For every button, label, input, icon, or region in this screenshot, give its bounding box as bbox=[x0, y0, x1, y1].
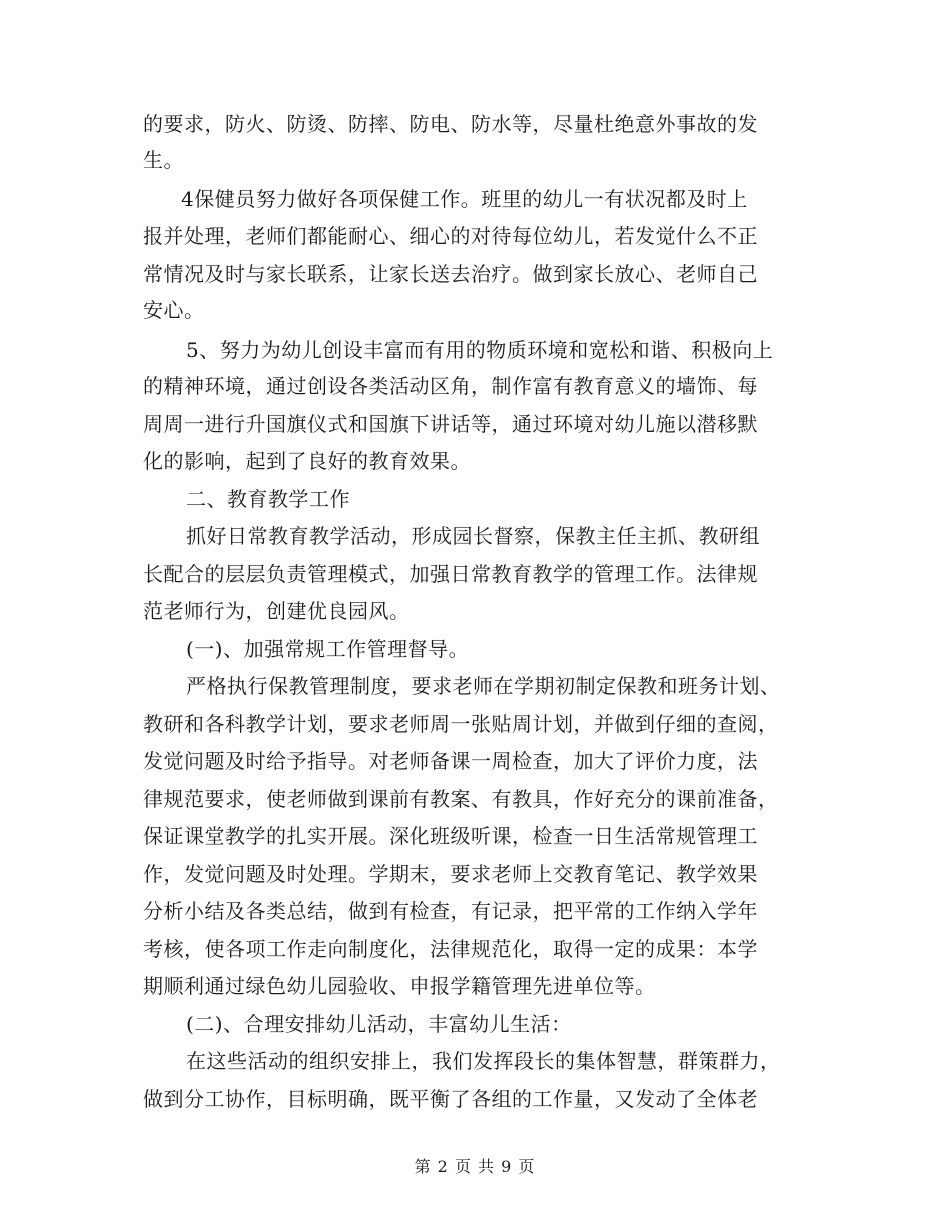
text-line: 4保健员努力做好各项保健工作。班里的幼儿一有状况都及时上 bbox=[181, 187, 748, 211]
text-line: 期顺利通过绿色幼儿园验收、申报学籍管理先进单位等。 bbox=[143, 974, 656, 998]
text-line: 抓好日常教育教学活动，形成园长督察，保教主任主抓、教研组 bbox=[186, 524, 760, 548]
page-number-footer: 第 2 页 共 9 页 bbox=[414, 1157, 536, 1176]
text-line: 律规范要求，使老师做到课前有教案、有教具，作好充分的课前准备， bbox=[143, 787, 779, 811]
text-line: 作，发觉问题及时处理。学期末，要求老师上交教育笔记、教学效果 bbox=[143, 862, 758, 886]
text-line: 分析小结及各类总结，做到有检查，有记录，把平常的工作纳入学年 bbox=[143, 899, 758, 923]
text-line: 5、努力为幼儿创设丰富而有用的物质环境和宽松和谐、积极向上 bbox=[186, 338, 774, 362]
text-line: 范老师行为，创建优良园风。 bbox=[143, 599, 410, 623]
text-line: 严格执行保教管理制度，要求老师在学期初制定保教和班务计划、 bbox=[186, 674, 781, 698]
text-line: 考核，使各项工作走向制度化，法律规范化，取得一定的成果：本学 bbox=[143, 937, 758, 961]
text-line: 教研和各科教学计划，要求老师周一张贴周计划，并做到仔细的查阅， bbox=[143, 712, 779, 736]
text-line: 常情况及时与家长联系，让家长送去治疗。做到家长放心、老师自己 bbox=[143, 262, 758, 286]
text-line: 化的影响，起到了良好的教育效果。 bbox=[143, 449, 471, 473]
text-line: 的要求，防火、防烫、防摔、防电、防水等，尽量杜绝意外事故的发 bbox=[143, 112, 758, 136]
section-heading: 二、教育教学工作 bbox=[186, 487, 350, 511]
text-line: 周周一进行升国旗仪式和国旗下讲话等，通过环境对幼儿施以潜移默 bbox=[143, 412, 758, 436]
text-line: 做到分工协作，目标明确，既平衡了各组的工作量，又发动了全体老 bbox=[143, 1087, 758, 1111]
text-line: 生。 bbox=[143, 148, 184, 172]
text-line: 保证课堂教学的扎实开展。深化班级听课，检查一日生活常规管理工 bbox=[143, 824, 758, 848]
subsection-heading: (二)、合理安排幼儿活动，丰富幼儿生活： bbox=[186, 1012, 572, 1036]
text-line: 发觉问题及时给予指导。对老师备课一周检查，加大了评价力度，法 bbox=[143, 749, 758, 773]
text-line: 在这些活动的组织安排上，我们发挥段长的集体智慧，群策群力， bbox=[186, 1049, 781, 1073]
text-line: 长配合的层层负责管理模式，加强日常教育教学的管理工作。法律规 bbox=[143, 562, 758, 586]
subsection-heading: (一)、加强常规工作管理督导。 bbox=[186, 637, 470, 661]
text-line: 安心。 bbox=[143, 298, 205, 322]
text-line: 的精神环境，通过创设各类活动区角，制作富有教育意义的墙饰、每 bbox=[143, 374, 758, 398]
text-line: 报并处理，老师们都能耐心、细心的对待每位幼儿，若发觉什么不正 bbox=[143, 224, 758, 248]
